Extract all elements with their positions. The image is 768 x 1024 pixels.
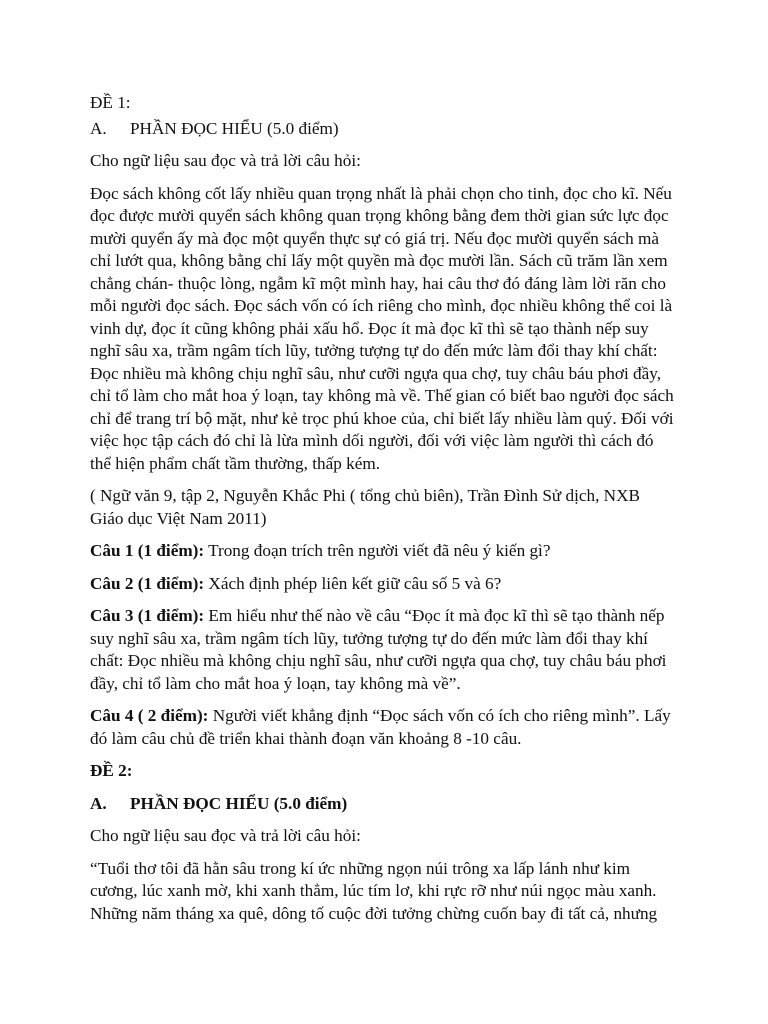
question-1-text: Trong đoạn trích trên người viết đã nêu ý kiến gì? [204,541,551,560]
question-4 [90,705,676,750]
question-2-label: Câu 2 (1 điểm): [90,573,205,593]
de2-title [90,760,676,783]
question-3-text: Em hiểu như thế nào về câu “Đọc ít mà đọc kĩ thì sẽ tạo thành nếp suy nghĩ sâu xa, trầm ngâm tích lũy, tưởng tượng tự do đến mức làm đổi thay khí chất: Đọc nhiều mà không chịu nghĩ sâu, như cưỡi ngựa qua chợ, tuy châu báu phơi đầy, chỉ tổ làm cho mắt hoa ý loạn, tay không mà về”. [90,606,667,693]
de2-section-heading [90,793,676,816]
question-3-label: Câu 3 (1 điểm): [90,606,205,625]
de2-title-text: ĐỀ 2: [90,761,133,780]
question-4-text: Người viết khẳng định “Đọc sách vốn có ích cho riêng mình”. Lấy đó làm câu chủ đề triển khai thành đoạn văn khoảng 8 -10 câu. [90,706,671,748]
de1-passage: Đọc sách không cốt lấy nhiều quan trọng nhất là phải chọn cho tinh, đọc cho kĩ. Nếu đọc được mười quyển sách không quan trọng không bằng đem thời gian sức lực đọc mười quyển ấy mà đọc một quyển thực sự có giá trị. Nếu đọc mười quyển sách mà chỉ lướt qua, không bằng chỉ lấy một quyền mà đọc mười lần. Sách cũ trăm lần xem chẳng chán- thuộc lòng, ngẫm kĩ một mình hay, hai câu thơ đó đáng làm lời răn cho mỗi người đọc sách. Đọc sách vốn có ích riêng cho mình, đọc nhiều không thể coi là vinh dự, đọc ít cũng không phải xấu hổ. Đọc ít mà đọc kĩ thì sẽ tạo thành nếp suy nghĩ sâu xa, trầm ngâm tích lũy, tưởng tượng tự do đến mức làm đổi thay khí chất: Đọc nhiều mà không chịu nghĩ sâu, như cưỡi ngựa qua chợ, tuy châu báu phơi đầy, chỉ tổ làm cho mắt hoa ý loạn, tay không mà về. Thế gian có biết bao người đọc sách chỉ để trang trí bộ mặt, như kẻ trọc phú khoe của, chỉ biết lấy nhiều làm quý. Đối với việc học tập cách đó chỉ là lừa mình dối người, đối với việc làm người thì cách đó thể hiện phẩm chất tầm thường, thấp kém. [90,183,674,473]
question-4-label: Câu 4 ( 2 điểm): [90,706,209,725]
question-2 [90,573,676,596]
de2-instruction: Cho ngữ liệu sau đọc và trả lời câu hỏi: [90,826,361,845]
question-2-text: Xách định phép liên kết giữ câu số 5 và 6? [204,573,502,593]
de1-section-heading [90,118,676,141]
de2-section-title: PHẦN ĐỌC HIỂU (5.0 điểm) [130,793,348,813]
question-1 [90,540,676,563]
de1-instruction: Cho ngữ liệu sau đọc và trả lời câu hỏi: [90,151,361,170]
de1-source: ( Ngữ văn 9, tập 2, Nguyễn Khắc Phi ( tổng chủ biên), Trần Đình Sử dịch, NXB Giáo dục Việt Nam 2011) [90,486,640,528]
de1-section-letter: A. [90,118,107,138]
de1-section-title: PHẦN ĐỌC HIỂU (5.0 điểm) [130,118,339,138]
question-3 [90,605,676,695]
de2-section-letter: A. [90,793,107,813]
de1-title: ĐỀ 1: [90,93,131,112]
de2-passage: “Tuổi thơ tôi đã hằn sâu trong kí ức những ngọn núi trông xa lấp lánh như kim cương, lúc xanh mờ, khi xanh thẳm, lúc tím lơ, khi rực rỡ như núi ngọc màu xanh. Những năm tháng xa quê, dông tố cuộc đời tưởng chừng cuốn bay đi tất cả, nhưng [90,858,658,923]
question-1-label: Câu 1 (1 điểm): [90,541,205,560]
